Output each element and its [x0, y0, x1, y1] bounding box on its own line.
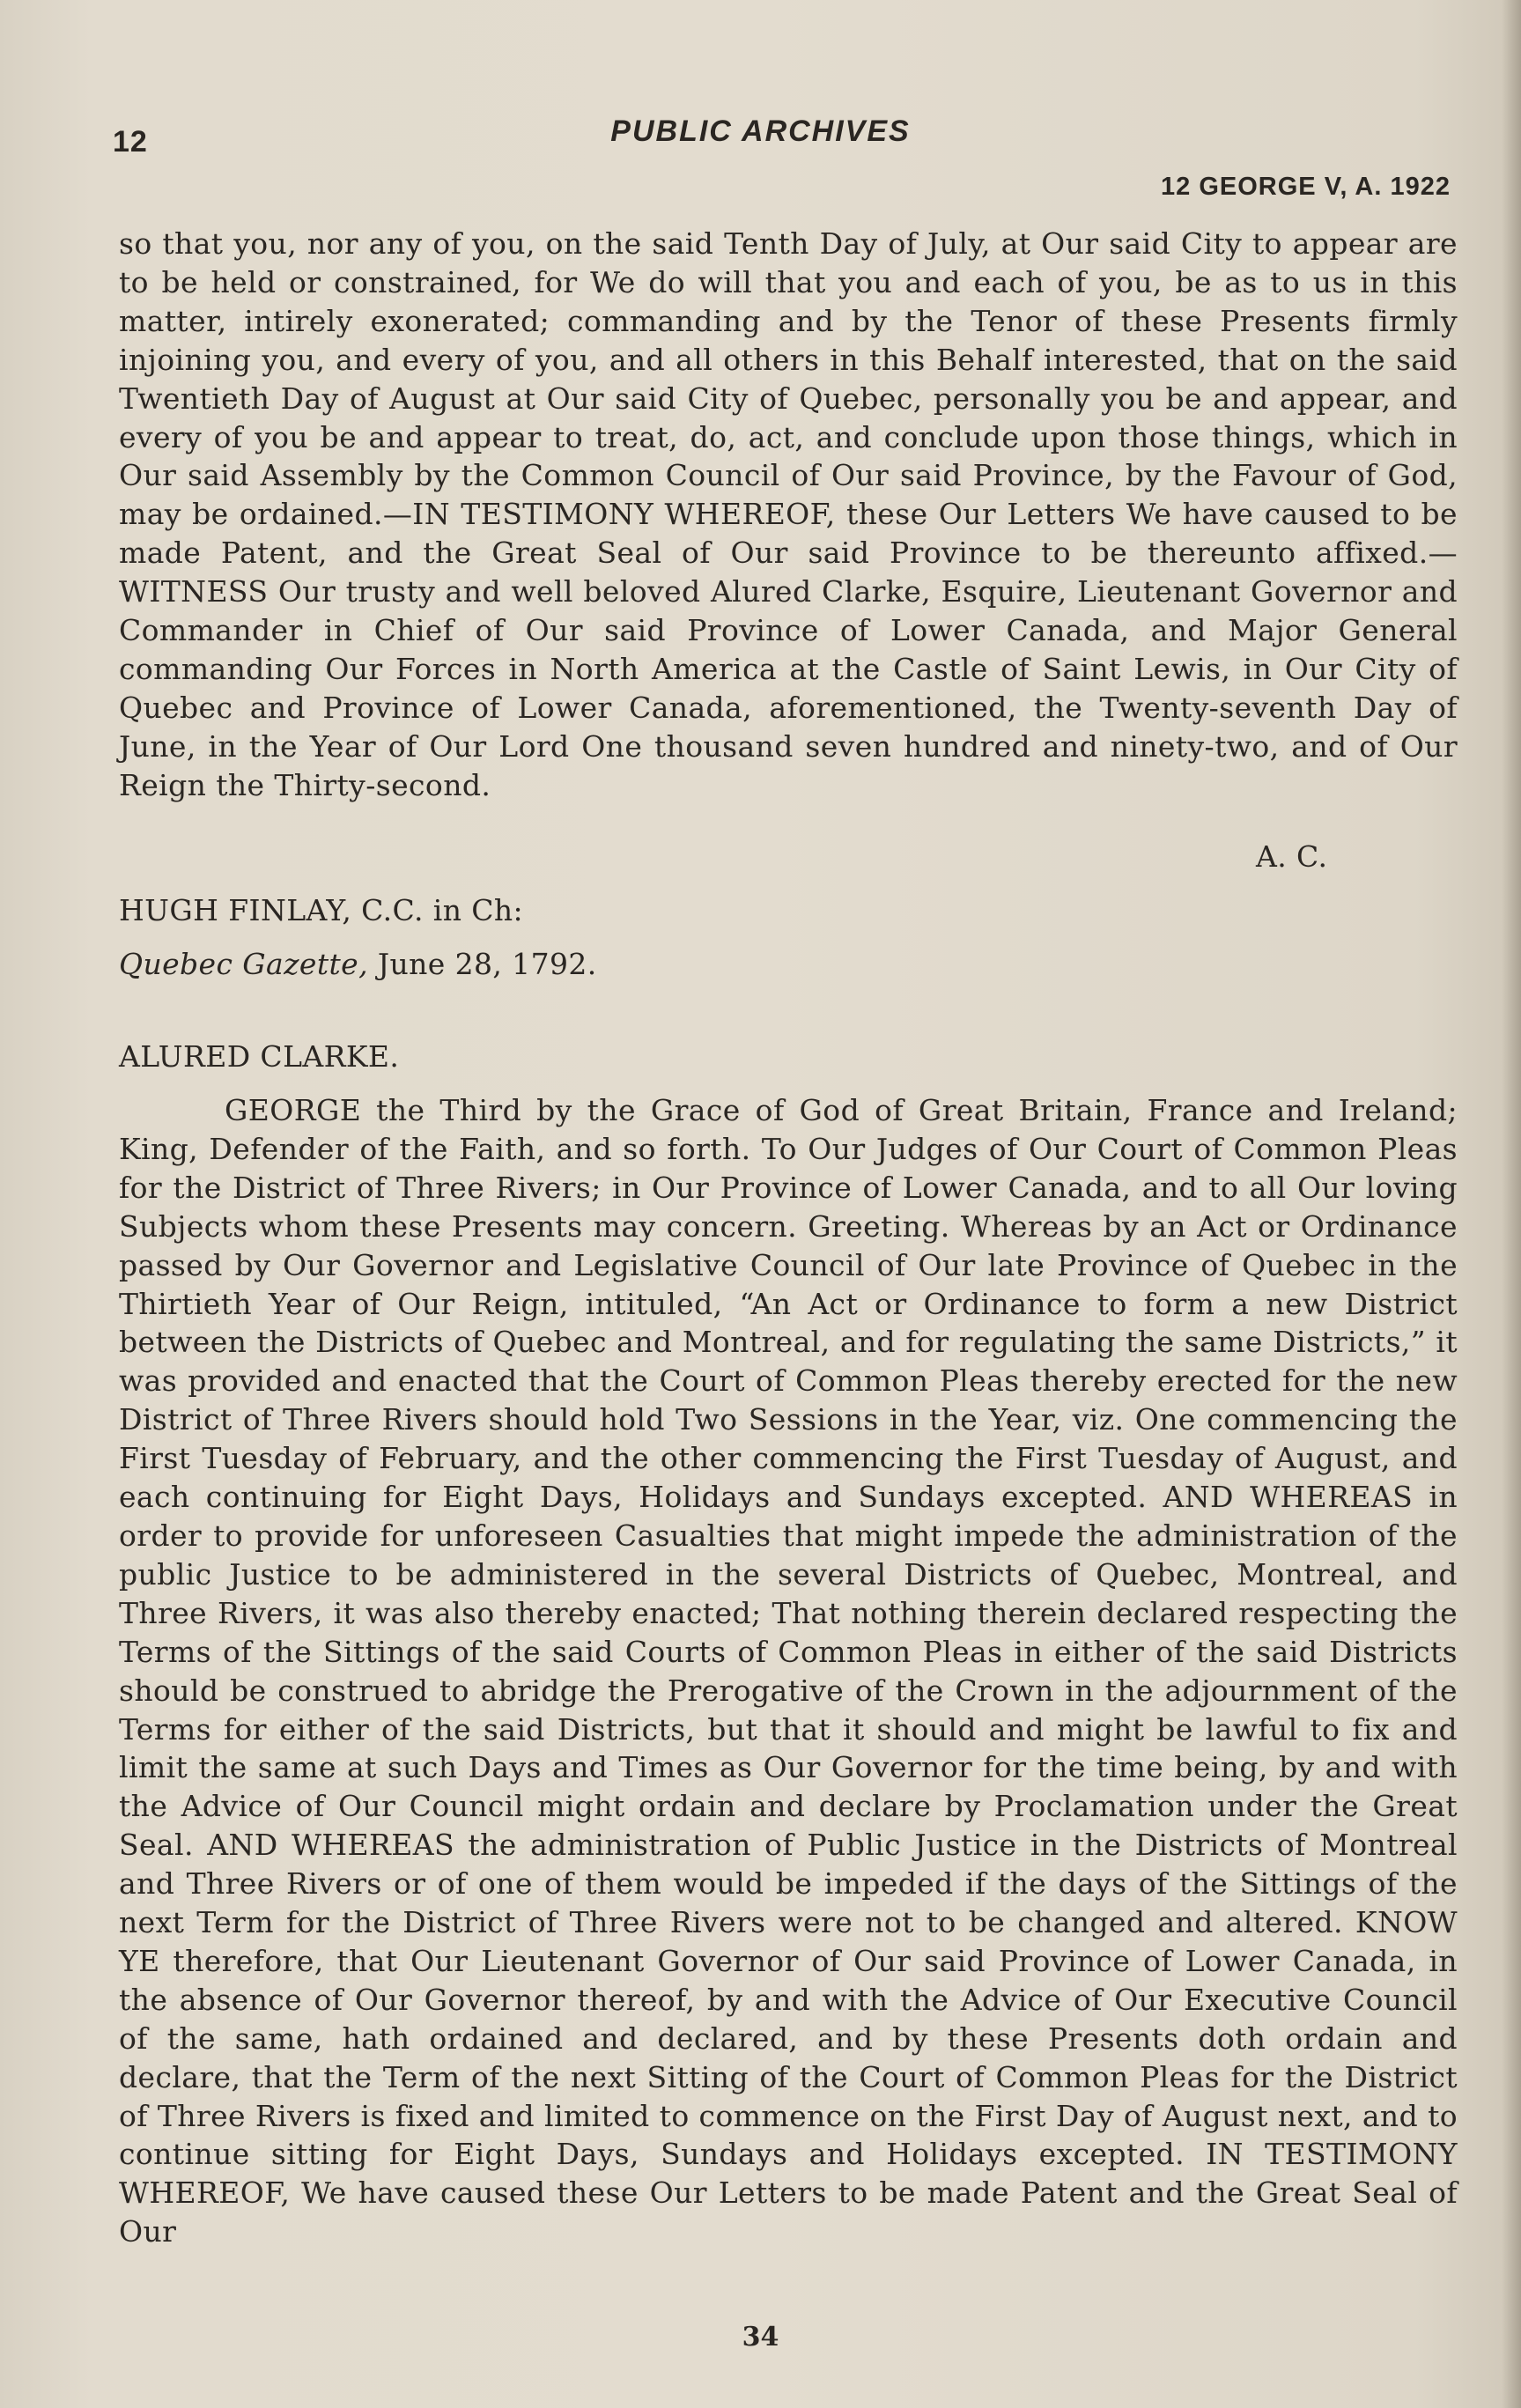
source-date: June 28, 1792. — [367, 947, 597, 981]
body-paragraph-1: so that you, nor any of you, on the said Tenth Day of July, at Our said City to appear are to be held or constrained, for We do will that you and each of you, be as to us in this matter, intirely exonerated; commanding and by the Tenor of these Presents firmly injoining you, and every of you, and all others in this Behalf interested, that on the said Twentieth Day of August at Our said City of Quebec, personally you be and appear, and every of you be and appear to treat, do, act, and conclude upon those things, which in Our said Assembly by the Common Council of Our said Province, by the Favour of God, may be ordained.—IN TESTIMONY WHEREOF, these Our Letters We have caused to be made Patent, and the Great Seal of Our said Province to be thereunto affixed.—WITNESS Our trusty and well beloved Alured Clarke, Esquire, Lieutenant Governor and Commander in Chief of Our said Province of Lower Canada, and Major General commanding Our Forces in North America at the Castle of Saint Lewis, in Our City of Quebec and Province of Lower Canada, aforementioned, the Twenty-seventh Day of June, in the Year of Our Lord One thousand seven hundred and ninety-two, and of Our Reign the Thirty-second. — [119, 226, 1458, 802]
source-publication: Quebec Gazette, — [119, 947, 368, 981]
proclaimer-name: ALURED CLARKE. — [119, 1039, 400, 1074]
footer-page-number: 34 — [742, 2322, 779, 2353]
page-edge-shadow — [1502, 0, 1521, 2408]
body-paragraph-2: GEORGE the Third by the Grace of God of Great Britain, France and Ireland; King, Defender of the Faith, and so forth. To Our Judges of Our Court of Common Pleas for the District of Three Rivers; in Our Province of Lower Canada, and to all Our loving Subjects whom these Presents may concern. Greeting. Whereas by an Act or Ordinance passed by Our Governor and Legislative Council of Our late Province of Quebec in the Thirtieth Year of Our Reign, intituled, “An Act or Ordinance to form a new District between the Districts of Quebec and Montreal, and for regulating the same Districts,” it was provided and enacted that the Court of Common Pleas thereby erected for the new District of Three Rivers should hold Two Sessions in the Year, viz. One commencing the First Tuesday of February, and the other commencing the First Tuesday of August, and each continuing for Eight Days, Holidays and Sundays excepted. AND WHEREAS in order to provide for unforeseen Casualties that might impede the administration of the public Justice to be administered in the several Districts of Quebec, Montreal, and Three Rivers, it was also thereby enacted; That nothing therein declared respecting the Terms of the Sittings of the said Courts of Common Pleas in either of the said Districts should be construed to abridge the Prerogative of the Crown in the adjournment of the Terms for either of the said Districts, but that it should and might be lawful to fix and limit the same at such Days and Times as Our Governor for the time being, by and with the Advice of Our Council might ordain and declare by Proclamation under the Great Seal. AND WHEREAS the administration of Public Justice in the Districts of Montreal and Three Rivers or of one of them would be impeded if the days of the Sittings of the next Term for the District of Three Rivers were not to be changed and altered. KNOW YE therefore, that Our Lieutenant Governor of Our said Province of Lower Canada, in the absence of Our Governor thereof, by and with the Advice of Our Executive Council of the same, hath ordained and declared, and by these Presents doth ordain and declare, that the Term of the next Sitting of the Court of Common Pleas for the District of Three Rivers is fixed and limited to commence on the First Day of August next, and to continue sitting for Eight Days, Sundays and Holidays excepted. IN TESTIMONY WHEREOF, We have caused these Our Letters to be made Patent and the Great Seal of Our — [119, 1093, 1458, 2249]
initials: A. C. — [1256, 839, 1328, 874]
source-citation — [119, 947, 597, 981]
signature-finlay: HUGH FINLAY, C.C. in Ch: — [119, 893, 524, 927]
running-title: PUBLIC ARCHIVES — [610, 114, 911, 148]
session-label: 12 GEORGE V, A. 1922 — [1161, 173, 1451, 201]
header-page-number: 12 — [113, 125, 148, 159]
